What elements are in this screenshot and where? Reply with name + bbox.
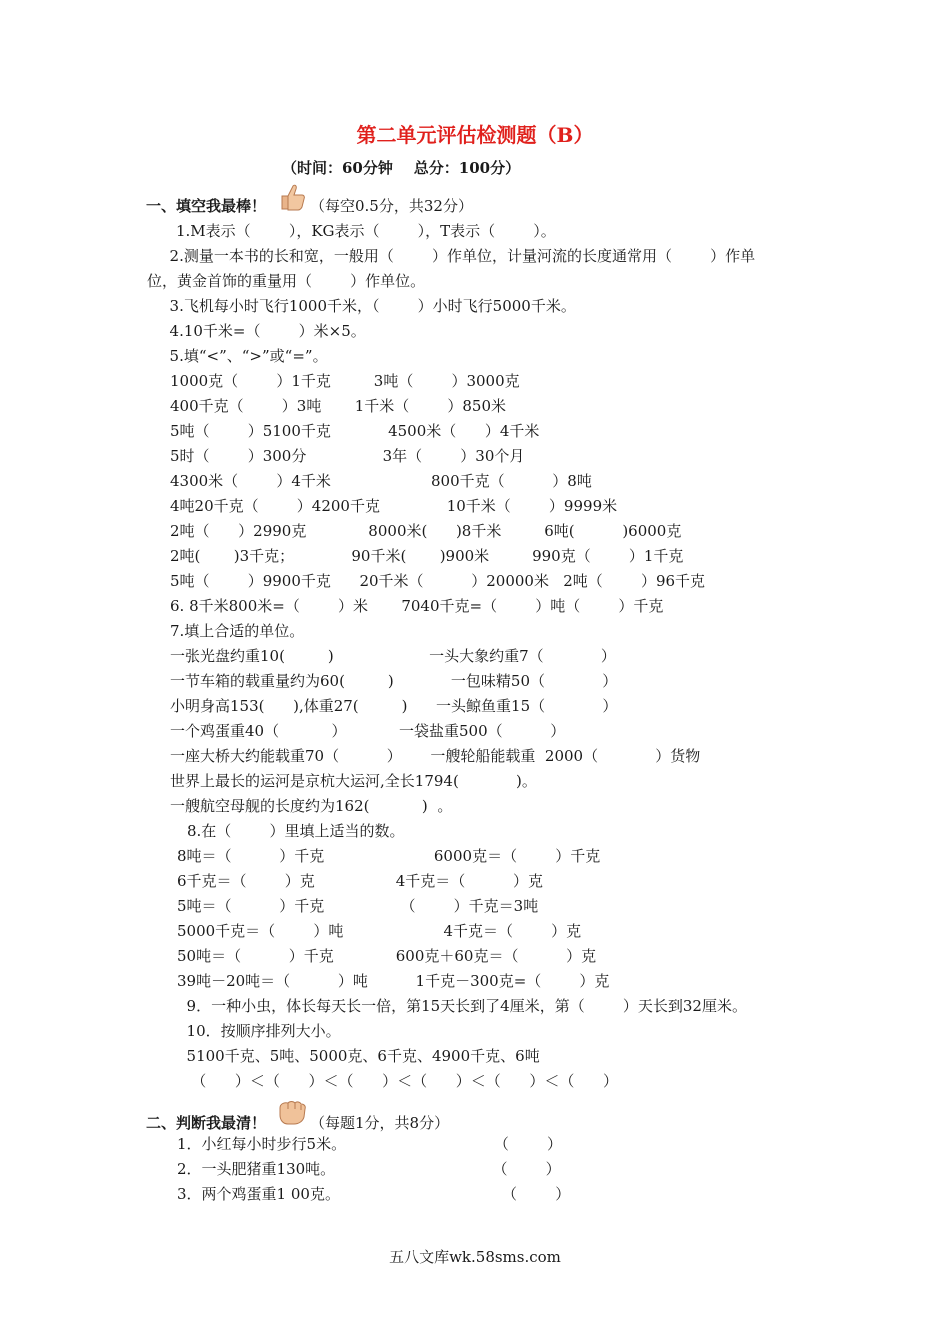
question-line: 小明身高153( ),体重27( ) 一头鲸鱼重15（ ）	[170, 697, 618, 715]
section2-note: （每题1分，共8分）	[310, 1114, 450, 1132]
judge-item: 1．小红每小时步行5米。 （ ）	[177, 1135, 563, 1153]
question-line: 7.填上合适的单位。	[170, 622, 305, 640]
question-line: 5吨＝（ ）千克 （ ）千克＝3吨	[177, 897, 539, 915]
footer-watermark: 五八文库wk.58sms.com	[389, 1248, 561, 1266]
section1-note: （每空0.5分，共32分）	[310, 197, 473, 215]
question-line: 世界上最长的运河是京杭大运河,全长1794( )。	[170, 772, 537, 790]
question-line: 位，黄金首饰的重量用（ ）作单位。	[147, 272, 426, 290]
question-line: 一节车箱的载重量约为60( ) 一包味精50（ ）	[170, 672, 618, 690]
judge-item: 3．两个鸡蛋重1 00克。 （ ）	[177, 1185, 571, 1203]
question-line: 10．按顺序排列大小。	[177, 1022, 341, 1040]
question-line: 1000克（ ）1千克 3吨（ ）3000克	[170, 372, 520, 390]
question-line: 一座大桥大约能载重70（ ） 一艘轮船能载重 2000（ ）货物	[170, 747, 701, 765]
question-line: 8吨＝（ ）千克 6000克＝（ ）千克	[177, 847, 601, 865]
question-line: 1.M表示（ ），KG表示（ ），T表示（ ）。	[176, 222, 556, 240]
question-line: 2吨（ ）2990克 8000米( )8千米 6吨( )6000克	[170, 522, 682, 540]
question-line: 400千克（ ）3吨 1千米（ ）850米	[170, 397, 507, 415]
question-line: 8.在（ ）里填上适当的数。	[187, 822, 405, 840]
question-line: 5000千克＝（ ）吨 4千克＝（ ）克	[177, 922, 582, 940]
question-line: 6. 8千米800米=（ ）米 7040千克=（ ）吨（ ）千克	[170, 597, 664, 615]
question-line: 一艘航空母舰的长度约为162( ) 。	[170, 797, 453, 815]
question-line: 5吨（ ）9900千克 20千米（ ）20000米 2吨（ ）96千克	[170, 572, 706, 590]
question-line: 50吨＝（ ）千克 600克＋60克＝（ ）克	[177, 947, 597, 965]
question-line: 9．一种小虫，体长每天长一倍，第15天长到了4厘米，第（ ）天长到32厘米。	[177, 997, 747, 1015]
question-line: 4.10千米=（ ）米×5。	[160, 322, 366, 340]
question-line: 一张光盘约重10( ) 一头大象约重7（ ）	[170, 647, 616, 665]
question-line: 4300米（ ）4千米 800千克（ ）8吨	[170, 472, 592, 490]
question-line: 5吨（ ）5100千克 4500米（ ）4千米	[170, 422, 540, 440]
question-line: 6千克＝（ ）克 4千克＝（ ）克	[177, 872, 543, 890]
page-title: 第二单元评估检测题（B）	[356, 123, 594, 147]
exam-info: （时间：60分钟 总分：100分）	[282, 159, 521, 177]
question-line: 5时（ ）300分 3年（ ）30个月	[170, 447, 525, 465]
question-line: 5.填“<”、“>”或“=”。	[160, 347, 328, 365]
question-line: （ ）＜（ ）＜（ ）＜（ ）＜（ ）＜（ ）	[177, 1072, 618, 1090]
judge-item: 2．一头肥猪重130吨。 （ ）	[177, 1160, 561, 1178]
thumbs-up-icon	[277, 182, 307, 212]
question-line: 一个鸡蛋重40（ ） 一袋盐重500（ ）	[170, 722, 566, 740]
section1-heading: 一、填空我最棒！	[146, 197, 267, 215]
question-line: 2吨( )3千克； 90千米( )900米 990克（ ）1千克	[170, 547, 684, 565]
question-line: 2.测量一本书的长和宽，一般用（ ）作单位，计量河流的长度通常用（ ）作单	[160, 247, 756, 265]
question-line: 4吨20千克（ ）4200千克 10千米（ ）9999米	[170, 497, 618, 515]
question-line: 5100千克、5吨、5000克、6千克、4900千克、6吨	[177, 1047, 540, 1065]
section2-heading: 二、判断我最清！	[146, 1114, 267, 1132]
question-line: 3.飞机每小时飞行1000千米，（ ）小时飞行5000千米。	[160, 297, 576, 315]
fist-icon	[277, 1100, 307, 1126]
question-line: 39吨－20吨＝（ ）吨 1千克－300克=（ ）克	[177, 972, 610, 990]
